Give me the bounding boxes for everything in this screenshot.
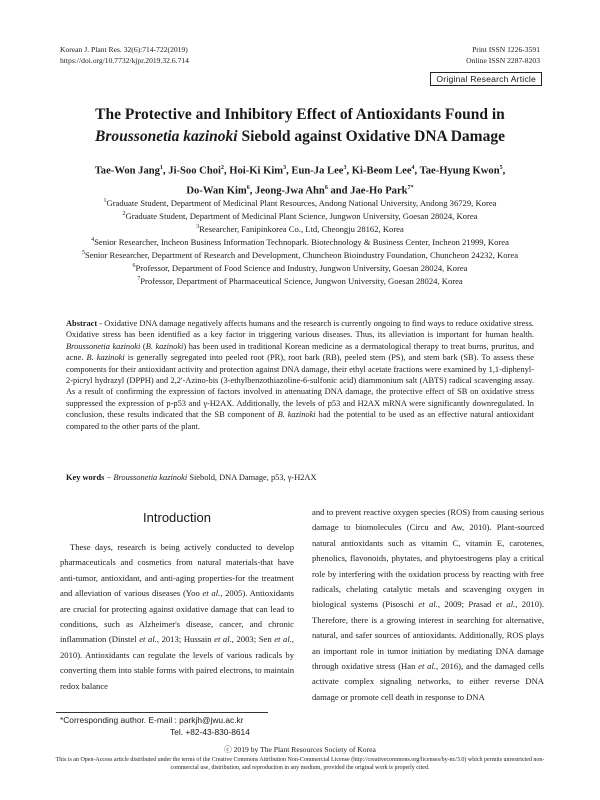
title-line-2-rest: Siebold against Oxidative DNA Damage (237, 128, 505, 145)
corresponding-email: *Corresponding author. E-mail : parkjh@jwu.ac.kr (60, 715, 244, 725)
affiliation-item (60, 209, 540, 222)
corresponding-phone: Tel. +82-43-830-8614 (170, 727, 250, 737)
abstract-text: ) has been used in traditional Korean medicine as a dermatological therapy to treat burns, pruritus, and acne. (66, 341, 534, 363)
journal-header-right (466, 44, 540, 66)
affiliation-item (60, 274, 540, 287)
affiliation-marker: 2 (122, 211, 126, 218)
abstract-species: B. kazinoki (86, 353, 125, 363)
author-affiliation-marker: 6 (324, 184, 328, 191)
affiliation-list (60, 196, 540, 287)
body-text: , 2009; Prasad (437, 599, 496, 610)
author-name: Ji-Soo Choi (168, 165, 221, 177)
body-text: , 2003; Sen (231, 634, 275, 645)
author-list: Tae-Won Jang$^1$, Ji-Soo Choi$^2$, Hoi-Ki Kim$^3$, Eun-Ja Lee$^3$, Ki-Beom Lee$^4$, Tae-Hyung Kwon$^5$, Do-Wan Kim$^6$, Jeong-Jwa Ahn$^6$ and Jae-Ho Park$^{7*}$ (94, 165, 506, 197)
abstract (66, 318, 534, 432)
body-text: , 2010). Therefore, there is a growing interest in searching for alternative, natural, and safer sources of antioxidants. Additionally, ROS plays an important role in tumor initiation by mediating DNA damage through oxidative stress (Han (312, 599, 545, 672)
affiliation-text: Graduate Student, Department of Medicinal Plant Resources, Andong National University, Andong 36729, Korea (106, 197, 497, 208)
author-affiliation-marker: 1 (159, 165, 163, 171)
citation-etal: et al. (202, 588, 221, 599)
article-type-label: Original Research Article (436, 74, 536, 84)
affiliation-text: Professor, Department of Food Science and Industry, Jungwon University, Goesan 28024, Korea (135, 263, 468, 274)
keywords-separator: − (104, 473, 114, 482)
author-affiliation-marker: 6 (246, 184, 250, 191)
abstract-text: - Oxidative DNA damage negatively affects humans and the research is currently ongoing to find ways to reduce oxidative stress. Oxidative stress has been identified as a key factor in triggering various diseases. Thus, its alleviation is important for human health. (66, 319, 534, 340)
abstract-text: had the potential to be used as an effective natural antioxidant compared to the other parts of the plant. (66, 410, 534, 431)
abstract-species: Broussonetia kazinoki (66, 341, 141, 351)
body-text: , 2010). Antioxidants can regulate the levels of various radicals by converting them into stable forms with paired electrons, to maintain redox balance (60, 634, 295, 691)
license-notice: This is an Open-Access article distributed under the terms of the Creative Commons Attribution Non-Commercial License (http://creativecommons.org/licenses/by-nc/3.0) which permits unrestricted non-commercial use, distribution, and reproduction in any medium, provided the original work is properly cited. (55, 757, 545, 771)
body-text: , 2013; Hussain (156, 634, 215, 645)
title-line-2 (40, 126, 560, 148)
keywords (66, 472, 534, 483)
body-text: , 2016), and the damaged cells activate complex signaling networks, to either reverse DNA damage or promote cell death in response to DNA (312, 661, 545, 702)
abstract-species: B. kazinoki (277, 410, 316, 420)
citation-etal: et al. (214, 634, 232, 645)
affiliation-item (60, 261, 540, 274)
author-affiliation-marker: 2 (220, 165, 224, 171)
title-species: Broussonetia kazinoki (95, 128, 238, 145)
affiliation-item (60, 248, 540, 261)
abstract-label: Abstract (66, 319, 98, 328)
copyright-notice: ⓒ 2019 by The Plant Resources Society of Korea (224, 745, 376, 754)
online-issn: Online ISSN 2287-8203 (466, 56, 540, 65)
affiliation-marker: 7 (137, 276, 141, 283)
affiliation-marker: 6 (132, 263, 136, 270)
affiliation-text: Researcher, Fanipinkorea Co., Ltd, Cheongju 28162, Korea (199, 223, 404, 234)
citation-etal: et al. (495, 599, 516, 610)
author-name: Tae-Hyung Kwon (419, 165, 500, 177)
citation-etal: et al. (274, 634, 292, 645)
intro-left-column (60, 540, 294, 694)
title-line-1: The Protective and Inhibitory Effect of Antioxidants Found in (95, 106, 505, 123)
author-affiliation-marker: 4 (411, 165, 415, 171)
keywords-list: Siebold, DNA Damage, p53, γ-H2AX (187, 473, 317, 482)
abstract-text: is generally segregated into peeled root (PR), root bark (RB), peeled stem (PS), and stem bark (SB). To assess these components for their antioxidant activity and protection against DNA damage, their ethyl acetate fractions were examined by 1,1-diphenyl-2-picryl hydrazyl (DPPH) and 2,2'-Azino-bis (3-ethylbenzothiazoline-6-sulfonic acid) diammonium salt (ABTS) radical scavenging assay. As a result of confirming the expression of factors involved in attenuating DNA damage, the protective effect of SB on oxidative stress suppressed the expression of p-p53 and γ-H2AX. Additionally, the levels of p53 and H2AX mRNA were significantly downregulated. In conclusion, these results indicated that the SB component of (66, 353, 534, 420)
author-name: Do-Wan Kim (186, 185, 247, 197)
keywords-label: Key words (66, 473, 105, 482)
author-name: Eun-Ja Lee (291, 165, 344, 177)
affiliation-text: Senior Researcher, Incheon Business Information Technopark. Biotechnology & Business Center, Incheon 21999, Korea (94, 237, 509, 248)
author-affiliation-marker: 5 (499, 165, 503, 171)
doi-link[interactable]: https://doi.org/10.7732/kjpr.2019.32.6.714 (60, 56, 189, 65)
author-name: Jeong-Jwa Ahn (255, 185, 325, 197)
paper-title (40, 104, 560, 148)
affiliation-item (60, 222, 540, 235)
citation-etal: et al. (418, 599, 438, 610)
author-affiliation-marker: 3 (283, 165, 287, 171)
journal-header-left (60, 44, 189, 66)
body-text: and to prevent reactive oxygen species (ROS) from causing serious damage to biomolecules (Circu and Aw, 2010). Plant-sourced natural antioxidants such as vitamin C, vitamin E, carotenes, phenolics, flavonoids, phytates, and phytoestrogens play a critical role by interfering with the oxidation process by reacting with free radicals, chelating catalytic metals and scavenging oxygen in biological systems (Pisoschi (312, 507, 544, 610)
article-type-badge (430, 72, 542, 86)
affiliation-text: Senior Researcher, Department of Research and Development, Chuncheon Bioindustry Foundation, Chuncheon 24232, Korea (84, 250, 519, 261)
author-name: Tae-Won Jang (94, 165, 160, 177)
abstract-species: B. kazinoki (145, 341, 184, 351)
intro-right-column (312, 505, 544, 705)
affiliation-marker: 4 (91, 237, 95, 244)
author-name: Hoi-Ki Kim (229, 165, 284, 177)
author-affiliation-marker: 7* (407, 184, 414, 191)
author-name: Jae-Ho Park (350, 185, 408, 197)
citation-etal: et al. (418, 661, 437, 672)
keywords-species: Broussonetia kazinoki (113, 473, 188, 482)
citation-etal: et al. (139, 634, 157, 645)
section-heading-introduction: Introduction (143, 510, 211, 525)
author-name: Ki-Beom Lee (351, 165, 412, 177)
affiliation-marker: 3 (196, 224, 200, 231)
print-issn: Print ISSN 1226-3591 (472, 45, 540, 54)
affiliation-item (60, 196, 540, 209)
corresponding-author (60, 714, 250, 738)
affiliation-item (60, 235, 540, 248)
body-text: , 2005). Antioxidants are crucial for protecting against oxidative damage that can lead to conditions, such as Alzheimer's disease, cancer, and chronic inflammation (Dinstel (60, 588, 294, 645)
author-affiliation-marker: 3 (343, 165, 347, 171)
affiliation-text: Professor, Department of Pharmaceutical Science, Jungwon University, Goesan 28024, Korea (140, 276, 463, 287)
affiliation-text: Graduate Student, Department of Medicinal Plant Science, Jungwon University, Goesan 28024, Korea (125, 210, 478, 221)
footnote-divider (56, 712, 268, 713)
journal-reference: Korean J. Plant Res. 32(6):714-722(2019) (60, 45, 188, 54)
abstract-text: ( (140, 341, 146, 351)
body-text: These days, research is being actively conducted to develop pharmaceuticals and cosmetics from natural materials-that have anti-tumor, antioxidant, and anti-aging properties-for the treatment and alleviation of various diseases (Yoo (60, 542, 294, 599)
affiliation-marker: 5 (81, 250, 85, 257)
affiliation-marker: 1 (103, 198, 107, 204)
